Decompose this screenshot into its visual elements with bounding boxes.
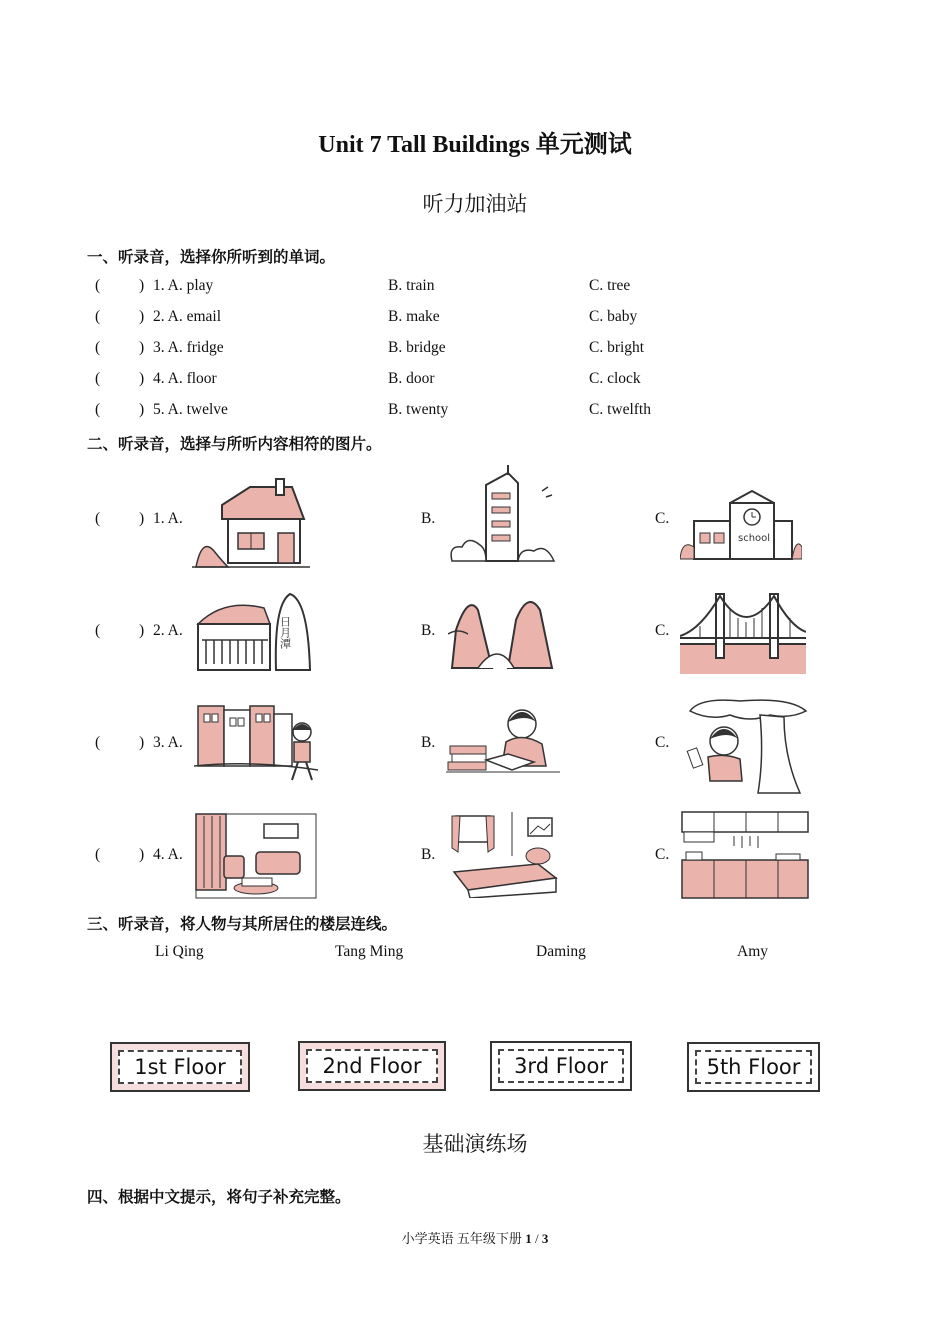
person-name[interactable]: Li Qing [155,943,204,960]
option-c: C. baby [589,308,638,325]
answer-paren-open[interactable]: ( [95,510,101,527]
option-a: 2. A. [153,622,183,639]
option-b: B. make [388,308,440,325]
footer-page: 1 [525,1231,532,1246]
option-a: 3. A. [153,734,183,751]
answer-paren-close: ) [139,401,145,418]
floor-card-1[interactable] [110,1042,250,1092]
living-room-picture [194,812,318,900]
option-b: B. twenty [388,401,449,418]
school-sign: school [738,533,771,544]
person-name[interactable]: Daming [536,943,586,960]
page-footer [0,1228,950,1247]
answer-paren-close: ) [139,277,145,294]
answer-paren-open[interactable]: ( [95,846,101,863]
answer-paren-close: ) [139,308,145,325]
footer-total: 3 [541,1231,549,1246]
answer-paren-open[interactable]: ( [95,370,101,387]
bedroom-picture [448,812,560,898]
floor-card-2[interactable] [298,1041,446,1091]
bridge-picture [680,586,806,674]
q4-heading: 四、根据中文提示，将句子补充完整。 [87,1188,351,1206]
person-name[interactable]: Amy [737,943,768,960]
option-a: 2. A. email [153,308,222,325]
answer-paren-open[interactable]: ( [95,277,101,294]
option-c: C. twelfth [589,401,651,418]
page-title: Unit 7 Tall Buildings 单元测试 [318,132,632,158]
answer-paren-close: ) [139,622,145,639]
q1-heading: 一、听录音，选择你所听到的单词。 [87,248,336,266]
floor-label: 5th Floor [695,1050,812,1084]
option-a: 3. A. fridge [153,339,224,356]
option-c: C. [655,846,670,863]
house-picture [192,467,310,573]
answer-paren-close: ) [139,846,145,863]
person-name[interactable]: Tang Ming [335,943,404,960]
lake-sign: 日月潭 [278,616,292,649]
option-b: B. bridge [388,339,446,356]
answer-paren-open[interactable]: ( [95,734,101,751]
boy-walking-city-picture [194,700,318,786]
option-c: C. tree [589,277,631,294]
option-b: B. [421,734,436,751]
option-b: B. door [388,370,435,387]
answer-paren-close: ) [139,734,145,751]
answer-paren-open[interactable]: ( [95,339,101,356]
boy-reading-under-tree-picture [680,697,810,795]
q3-heading: 三、听录音，将人物与其所居住的楼层连线。 [87,915,398,933]
footer-text: 小学英语 五年级下册 [401,1231,522,1246]
sun-moon-lake-picture [194,584,316,674]
option-b: B. train [388,277,435,294]
option-c: C. bright [589,339,645,356]
q2-heading: 二、听录音，选择与所听内容相符的图片。 [87,435,382,453]
floor-label: 3rd Floor [498,1049,624,1083]
footer-sep: / [534,1231,539,1246]
answer-paren-open[interactable]: ( [95,401,101,418]
floor-label: 2nd Floor [306,1049,438,1083]
option-a: 4. A. floor [153,370,217,387]
option-c: C. [655,734,670,751]
option-b: B. [421,510,436,527]
floor-card-3[interactable] [490,1041,632,1091]
floor-label: 1st Floor [118,1050,242,1084]
kitchen-picture [680,810,810,900]
answer-paren-close: ) [139,339,145,356]
option-a: 5. A. twelve [153,401,228,418]
option-b: B. [421,622,436,639]
option-c: C. clock [589,370,641,387]
answer-paren-close: ) [139,370,145,387]
option-c: C. [655,510,670,527]
option-a: 4. A. [153,846,183,863]
option-a: 1. A. play [153,277,214,294]
answer-paren-close: ) [139,510,145,527]
answer-paren-open[interactable]: ( [95,308,101,325]
tall-building-picture [446,465,558,565]
answer-paren-open[interactable]: ( [95,622,101,639]
option-a: 1. A. [153,510,183,527]
section-title-basics: 基础演练场 [422,1132,528,1156]
option-c: C. [655,622,670,639]
option-b: B. [421,846,436,863]
section-title-listening: 听力加油站 [422,192,528,216]
floor-card-5[interactable] [687,1042,820,1092]
school-picture [680,487,802,563]
boy-reading-books-picture [446,704,560,774]
mountains-picture [448,590,556,670]
